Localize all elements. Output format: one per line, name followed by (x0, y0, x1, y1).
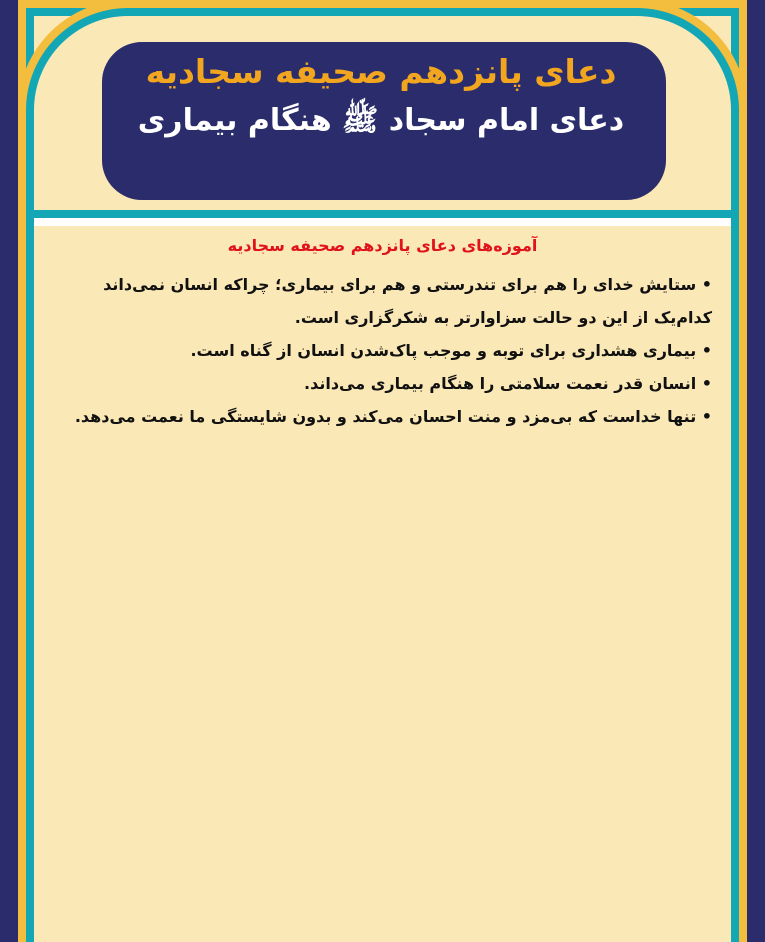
divider-white (34, 218, 731, 226)
left-margin (0, 0, 18, 942)
content-heading: آموزه‌های دعای پانزدهم صحیفه سجادیه (227, 236, 538, 255)
teachings-list (52, 268, 712, 433)
page-title: دعای پانزدهم صحیفه سجادیه (145, 52, 617, 91)
divider-teal (34, 210, 731, 218)
page-subtitle: دعای امام سجاد ﷺ هنگام بیماری (137, 103, 625, 138)
right-margin (747, 0, 765, 942)
list-item: • ستایش خدای را هم برای تندرستی و هم برای بیماری؛ چراکه انسان نمی‌داند کدام‌یک از این دو حالت سزاوارتر به شکرگزاری است. (52, 268, 712, 334)
list-item: • بیماری هشداری برای توبه و موجب پاک‌شدن انسان از گناه است. (52, 334, 712, 367)
list-item: • تنها خداست که بی‌مزد و منت احسان می‌کند و بدون شایستگی ما نعمت می‌دهد. (52, 400, 712, 433)
list-item: • انسان قدر نعمت سلامتی را هنگام بیماری می‌داند. (52, 367, 712, 400)
